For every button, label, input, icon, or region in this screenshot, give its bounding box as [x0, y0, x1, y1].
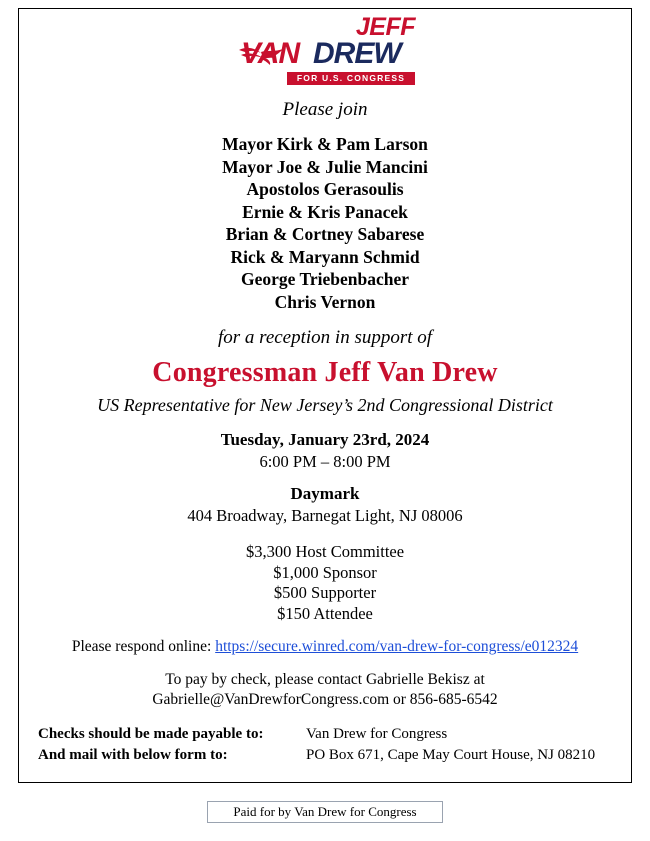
- list-item: $1,000 Sponsor: [273, 562, 377, 582]
- host-list: [18, 133, 632, 313]
- contribution-levels: [18, 542, 632, 624]
- rsvp-line: [18, 638, 632, 656]
- list-item: $3,300 Host Committee: [245, 542, 405, 561]
- logo-drew-text: DREW: [313, 37, 401, 70]
- logo-tagline: FOR U.S. CONGRESS: [287, 72, 415, 85]
- invitation-content: [18, 8, 632, 766]
- honoree-subtitle: US Representative for New Jersey’s 2nd Congressional District: [97, 395, 553, 415]
- list-item: George Triebenbacher: [241, 269, 409, 289]
- rsvp-label: Please respond online:: [71, 638, 216, 655]
- check-contact-line-2: Gabrielle@VanDrewforCongress.com or 856-685-6542: [152, 691, 498, 708]
- table-row: [38, 724, 612, 745]
- payable-label: And mail with below form to:: [38, 747, 228, 763]
- campaign-logo: [235, 14, 415, 85]
- payable-label: Checks should be made payable to:: [38, 726, 264, 742]
- table-row: [38, 745, 612, 766]
- rsvp-link[interactable]: https://secure.winred.com/van-drew-for-congress/e012324: [215, 638, 579, 655]
- honoree-name: Congressman Jeff Van Drew: [152, 357, 498, 388]
- list-item: Chris Vernon: [274, 291, 376, 312]
- list-item: Mayor Joe & Julie Mancini: [222, 156, 428, 177]
- payable-value: PO Box 671, Cape May Court House, NJ 08210: [306, 747, 596, 763]
- payable-value: Van Drew for Congress: [306, 726, 448, 742]
- list-item: $150 Attendee: [277, 603, 373, 623]
- logo-van-text: VAN: [241, 37, 300, 70]
- list-item: Brian & Cortney Sabarese: [225, 224, 425, 244]
- list-item: Apostolos Gerasoulis: [246, 179, 404, 199]
- list-item: Ernie & Kris Panacek: [242, 201, 408, 222]
- paid-for-disclaimer: Paid for by Van Drew for Congress: [207, 801, 443, 823]
- reception-line: for a reception in support of: [217, 327, 433, 348]
- event-time: 6:00 PM – 8:00 PM: [259, 452, 391, 471]
- check-contact: [18, 670, 632, 710]
- list-item: Rick & Maryann Schmid: [230, 246, 420, 267]
- please-join-line: Please join: [282, 99, 368, 120]
- list-item: Mayor Kirk & Pam Larson: [222, 134, 428, 154]
- logo-jeff-text: JEFF: [355, 13, 415, 41]
- list-item: $500 Supporter: [273, 583, 377, 602]
- event-venue: Daymark: [290, 484, 360, 503]
- event-address: 404 Broadway, Barnegat Light, NJ 08006: [187, 506, 463, 525]
- event-date: Tuesday, January 23rd, 2024: [220, 430, 430, 449]
- check-contact-line-1: To pay by check, please contact Gabrielle Bekisz at: [165, 671, 485, 688]
- payable-table: [38, 724, 612, 766]
